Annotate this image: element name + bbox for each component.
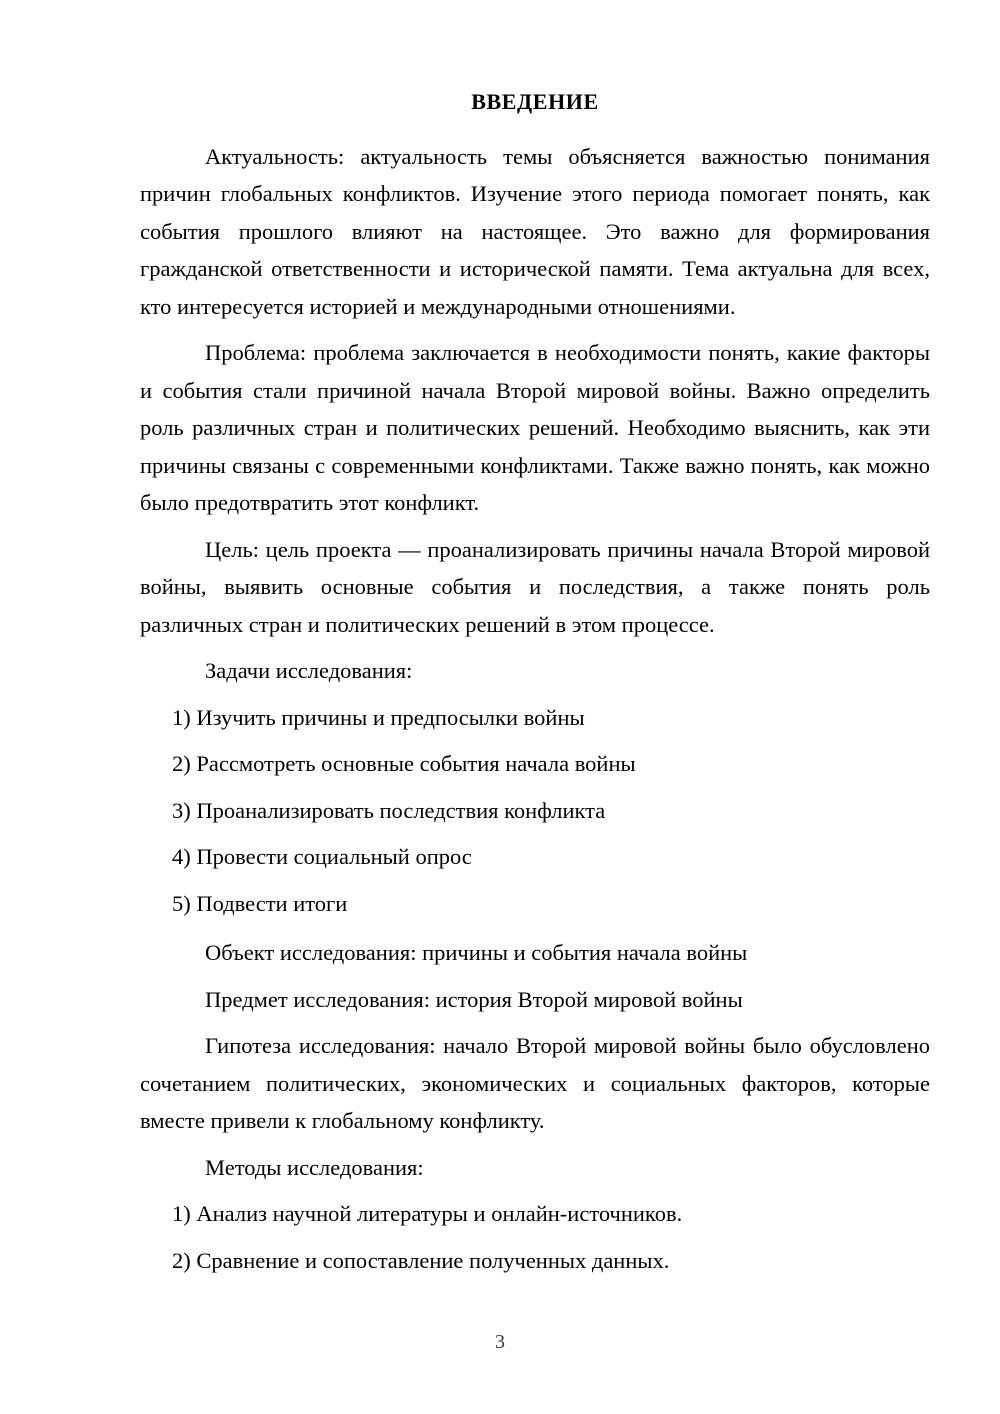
list-item: 2) Рассмотреть основные события начала войны [172, 751, 636, 776]
paragraph-relevance: Актуальность: актуальность темы объясняется важностью понимания причин глобальных конфликтов. Изучение этого периода помогает понять, как события прошлого влияют на настоящее. Это важно для формирования гражданской ответственности и исторической памяти. Тема актуальна для всех, кто интересуется историей и международными отношениями. [140, 143, 930, 319]
methods-heading: Методы исследования: [205, 1154, 424, 1180]
page-number: 3 [495, 1331, 505, 1353]
methods-list [140, 1195, 930, 1279]
paragraph-hypothesis: Гипотеза исследования: начало Второй мировой войны было обусловлено сочетанием политических, экономических и социальных факторов, которые вместе привели к глобальному конфликту. [140, 1033, 930, 1133]
page-title: ВВЕДЕНИЕ [471, 89, 599, 114]
list-item: 2) Сравнение и сопоставление полученных данных. [172, 1247, 670, 1273]
tasks-heading: Задачи исследования: [205, 658, 413, 683]
list-item: 4) Провести социальный опрос [172, 844, 472, 869]
paragraph-goal: Цель: цель проекта — проанализировать причины начала Второй мировой войны, выявить основные события и последствия, а также понять роль различных стран и политических решений в этом процессе. [140, 536, 930, 637]
list-item: 1) Анализ научной литературы и онлайн-источников. [172, 1201, 683, 1226]
subject-of-research-line: Предмет исследования: история Второй мировой войны [205, 986, 743, 1012]
page-content [140, 88, 930, 1288]
list-item: 3) Проанализировать последствия конфликта [172, 797, 606, 823]
object-of-research-line: Объект исследования: причины и события начала войны [205, 940, 748, 965]
tasks-list [140, 699, 930, 923]
paragraph-problem: Проблема: проблема заключается в необходимости понять, какие факторы и события стали причиной начала Второй мировой войны. Важно определить роль различных стран и политических решений. Необходимо выяснить, как эти причины связаны с современными конфликтами. Также важно понять, как можно было предотвратить этот конфликт. [140, 340, 930, 515]
list-item: 1) Изучить причины и предпосылки войны [172, 704, 585, 730]
list-item: 5) Подвести итоги [172, 890, 348, 916]
